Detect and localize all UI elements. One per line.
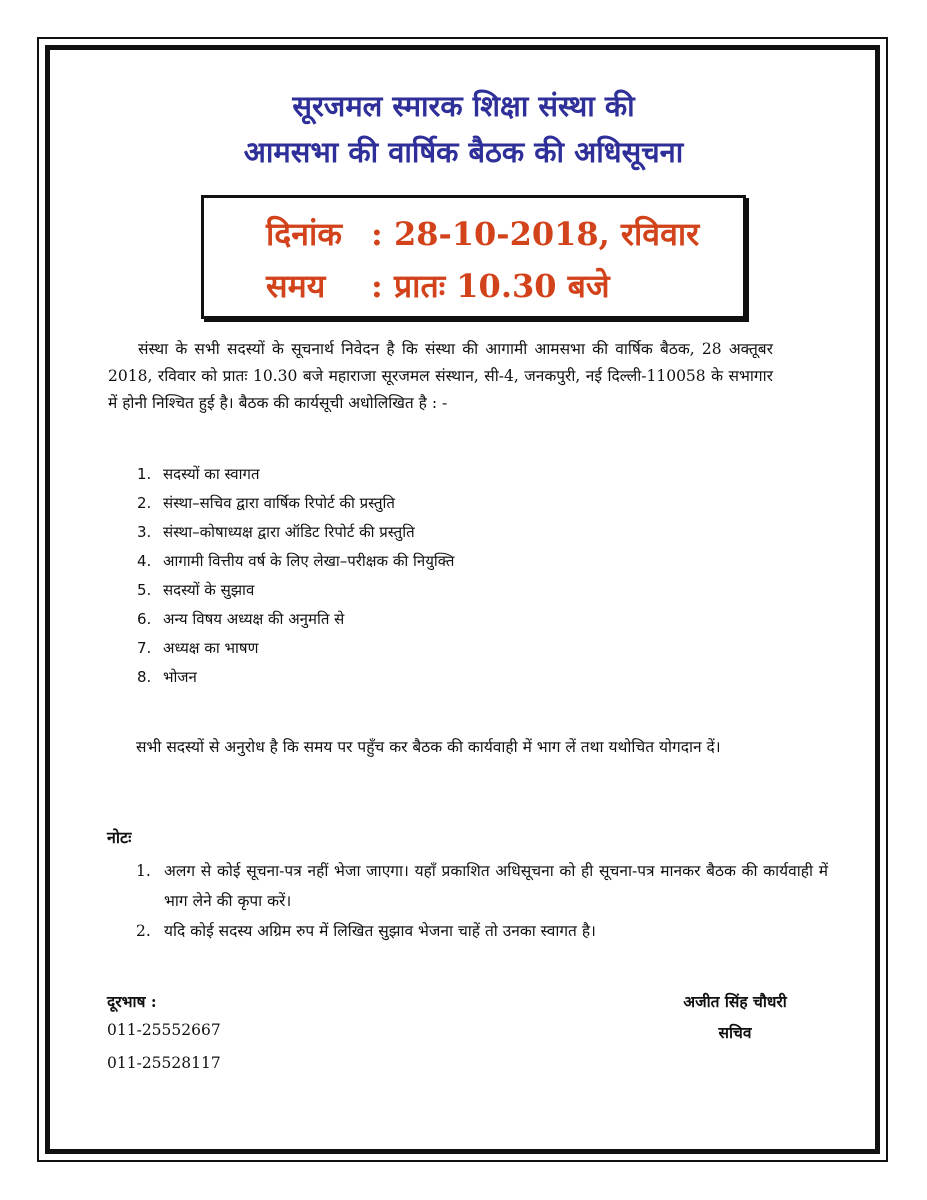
agenda-item [137,576,454,605]
agenda-item-text: सदस्यों का स्वागत [163,465,260,483]
date-row [266,212,699,255]
agenda-item-text: अध्यक्ष का भाषण [163,639,259,657]
agenda-item-text: आगामी वित्तीय वर्ष के लिए लेखा–परीक्षक की नियुक्ति [163,552,455,570]
agenda-item-number: 3. [137,523,152,541]
signatory-name: अजीत सिंह चौधरी [683,992,787,1011]
note-item-text: अलग से कोई सूचना-पत्र नहीं भेजा जाएगा। यहाँ प्रकाशित अधिसूचना को ही सूचना-पत्र मानकर बैठक की कार्यवाही में भाग लेने की कृपा करें। [164,862,828,910]
agenda-item-number: 8. [137,668,152,686]
phone-heading: दूरभाष : [107,992,157,1011]
agenda-item [137,489,454,518]
agenda-item [137,460,454,489]
agenda-item [137,634,454,663]
note-list [136,856,828,946]
title-line-2: आमसभा की वार्षिक बैठक की अधिसूचना [243,135,684,169]
agenda-item [137,605,454,634]
phone-number-1: 011-25552667 [107,1021,221,1039]
intro-paragraph: संस्था के सभी सदस्यों के सूचनार्थ निवेदन है कि संस्था की आगामी आमसभा की वार्षिक बैठक, 28 अक्तूबर 2018, रविवार को प्रातः 10.30 बजे महाराजा सूरजमल संस्थान, सी-4, जनकपुरी, नई दिल्ली-110058 के सभागार में होनी निश्चित हुई है। बैठक की कार्यसूची अधोलिखित है : - [108,340,773,412]
agenda-item-number: 6. [137,610,152,628]
note-item [136,856,828,916]
note-item-number: 2. [136,922,151,940]
agenda-item [137,663,454,692]
agenda-item-number: 1. [137,465,152,483]
date-value: : 28-10-2018, रविवार [371,215,700,253]
note-heading: नोटः [107,828,132,847]
agenda-item [137,547,454,576]
time-row [266,264,610,307]
title-line-1: सूरजमल स्मारक शिक्षा संस्था की [292,89,635,123]
agenda-item-number: 4. [137,552,152,570]
request-paragraph: सभी सदस्यों से अनुरोध है कि समय पर पहुँच कर बैठक की कार्यवाही में भाग लें तथा यथोचित योगदान दें। [136,738,721,756]
date-label: दिनांक [266,215,342,253]
agenda-item-text: संस्था–सचिव द्वारा वार्षिक रिपोर्ट की प्रस्तुति [163,494,395,512]
agenda-list [137,460,454,692]
agenda-item-number: 7. [137,639,152,657]
phone-number-2: 011-25528117 [107,1054,221,1072]
date-time-box [201,195,746,319]
note-item-text: यदि कोई सदस्य अग्रिम रुप में लिखित सुझाव भेजना चाहें तो उनका स्वागत है। [164,922,596,940]
agenda-item-text: सदस्यों के सुझाव [163,581,255,599]
time-label: समय [266,267,326,305]
agenda-item-text: संस्था–कोषाध्यक्ष द्वारा ऑडिट रिपोर्ट की प्रस्तुति [163,523,415,541]
time-value: : प्रातः 10.30 बजे [371,267,610,305]
note-item [136,916,828,946]
agenda-item-text: भोजन [163,668,197,686]
agenda-item [137,518,454,547]
agenda-item-number: 2. [137,494,152,512]
agenda-item-number: 5. [137,581,152,599]
note-item-number: 1. [136,862,151,880]
signatory-designation: सचिव [718,1023,752,1042]
agenda-item-text: अन्य विषय अध्यक्ष की अनुमति से [163,610,345,628]
